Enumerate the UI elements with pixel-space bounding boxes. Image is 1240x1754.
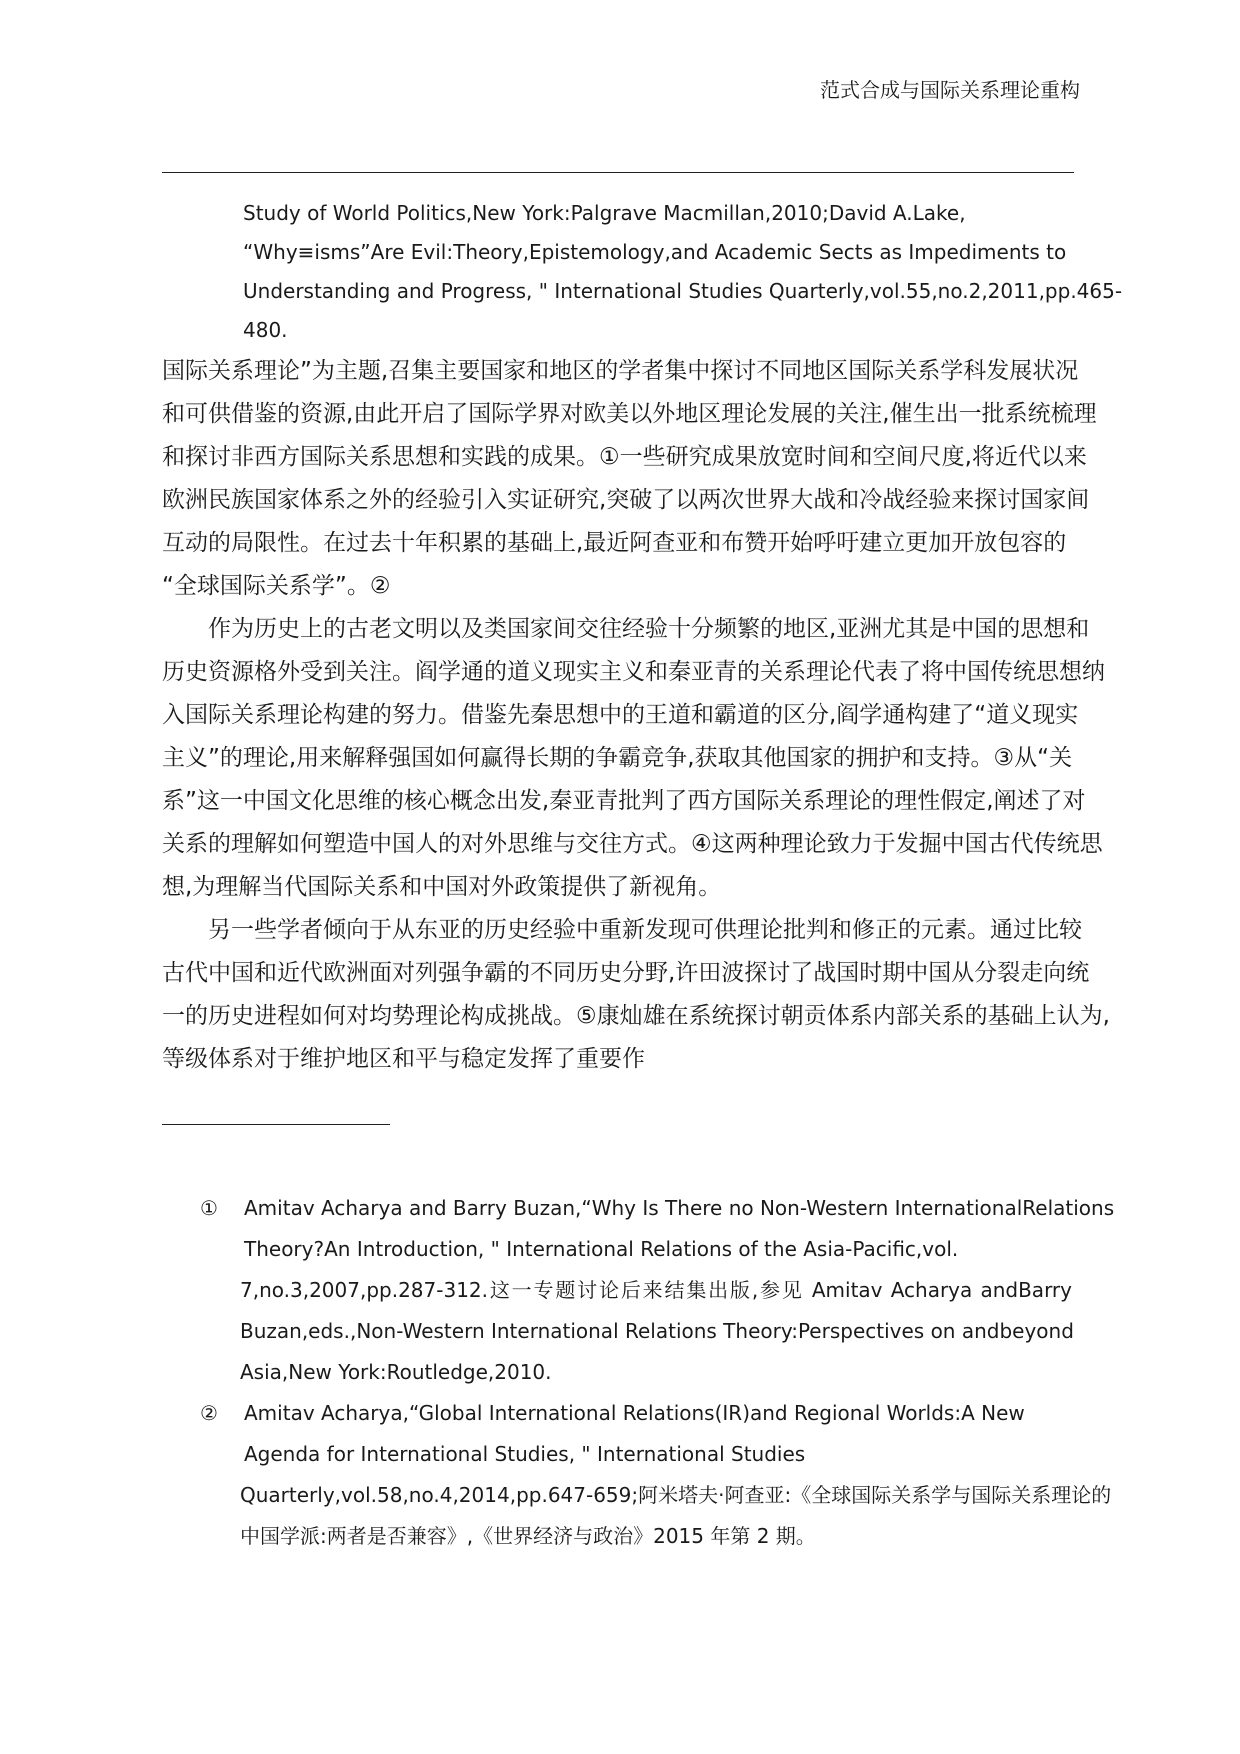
text-line: 一的历史进程如何对均势理论构成挑战。⑤康灿雄在系统探讨朝贡体系内部关系的基础上认为, <box>162 1003 1110 1029</box>
footnote-line: Amitav Acharya and Barry Buzan,“Why Is There no Non-Western InternationalRelations <box>244 1196 1115 1220</box>
text-line: 和可供借鉴的资源,由此开启了国际学界对欧美以外地区理论发展的关注,催生出一批系统梳理 <box>162 401 1097 427</box>
header-rule <box>162 172 1074 173</box>
footnote-line: Asia,New York:Routledge,2010. <box>240 1360 552 1384</box>
continued-footnote-line: “Why≡isms”Are Evil:Theory,Epistemology,and Academic Sects as Impediments to <box>243 240 1067 264</box>
footnote-1 <box>200 1188 1115 1393</box>
text-line: 另一些学者倾向于从东亚的历史经验中重新发现可供理论批判和修正的元素。通过比较 <box>208 917 1082 943</box>
continued-footnote-line: Understanding and Progress, " International Studies Quarterly,vol.55,no.2,2011,pp.465- <box>243 279 1123 303</box>
text-line: 关系的理解如何塑造中国人的对外思维与交往方式。④这两种理论致力于发掘中国古代传统思 <box>162 831 1103 857</box>
footnote-marker: ① <box>200 1196 218 1220</box>
footnote-line: Amitav Acharya,“Global International Relations(IR)and Regional Worlds:A New <box>244 1401 1025 1425</box>
paragraph-3 <box>162 909 1110 1081</box>
text-line: 和探讨非西方国际关系思想和实践的成果。①一些研究成果放宽时间和空间尺度,将近代以来 <box>162 444 1087 470</box>
text-line: 等级体系对于维护地区和平与稳定发挥了重要作 <box>162 1046 645 1072</box>
running-header-title: 范式合成与国际关系理论重构 <box>820 78 1080 102</box>
footnote-marker: ② <box>200 1401 218 1425</box>
footnote-line: Buzan,eds.,Non-Western International Relations Theory:Perspectives on andbeyond <box>240 1319 1074 1343</box>
text-line: 古代中国和近代欧洲面对列强争霸的不同历史分野,许田波探讨了战国时期中国从分裂走向统 <box>162 960 1090 986</box>
text-line: 作为历史上的古老文明以及类国家间交往经验十分频繁的地区,亚洲尤其是中国的思想和 <box>208 616 1090 642</box>
footnote-separator <box>162 1124 390 1125</box>
footnote-2 <box>200 1393 1112 1557</box>
continued-footnote <box>243 194 1123 350</box>
footnote-line: 中国学派:两者是否兼容》,《世界经济与政治》2015 年第 2 期。 <box>240 1524 816 1548</box>
footnote-line: 7,no.3,2007,pp.287-312.这一专题讨论后来结集出版,参见 Amitav Acharya andBarry <box>240 1278 1072 1302</box>
main-body-text <box>162 350 1110 1081</box>
text-line: 互动的局限性。在过去十年积累的基础上,最近阿查亚和布赞开始呼吁建立更加开放包容的 <box>162 530 1067 556</box>
continued-footnote-line: 480. <box>243 318 288 342</box>
text-line: 主义”的理论,用来解释强国如何赢得长期的争霸竞争,获取其他国家的拥护和支持。③从“关 <box>162 745 1073 771</box>
footnote-line: Quarterly,vol.58,no.4,2014,pp.647-659;阿米塔夫·阿查亚:《全球国际关系学与国际关系理论的 <box>240 1483 1112 1507</box>
paragraph-1 <box>162 350 1097 608</box>
paragraph-2 <box>162 608 1105 909</box>
text-line: “全球国际关系学”。② <box>162 573 391 599</box>
text-line: 历史资源格外受到关注。阎学通的道义现实主义和秦亚青的关系理论代表了将中国传统思想纳 <box>162 659 1105 685</box>
text-line: 入国际关系理论构建的努力。借鉴先秦思想中的王道和霸道的区分,阎学通构建了“道义现实 <box>162 702 1079 728</box>
continued-footnote-line: Study of World Politics,New York:Palgrave Macmillan,2010;David A.Lake, <box>243 201 966 225</box>
text-line: 想,为理解当代国际关系和中国对外政策提供了新视角。 <box>162 874 722 900</box>
text-line: 欧洲民族国家体系之外的经验引入实证研究,突破了以两次世界大战和冷战经验来探讨国家间 <box>162 487 1090 513</box>
text-line: 国际关系理论”为主题,召集主要国家和地区的学者集中探讨不同地区国际关系学科发展状况 <box>162 358 1079 384</box>
footnote-line: Theory?An Introduction, " International Relations of the Asia-Pacific,vol. <box>244 1237 959 1261</box>
footnotes <box>200 1188 1115 1557</box>
text-line: 系”这一中国文化思维的核心概念出发,秦亚青批判了西方国际关系理论的理性假定,阐述了对 <box>162 788 1086 814</box>
footnote-line: Agenda for International Studies, " International Studies <box>244 1442 806 1466</box>
